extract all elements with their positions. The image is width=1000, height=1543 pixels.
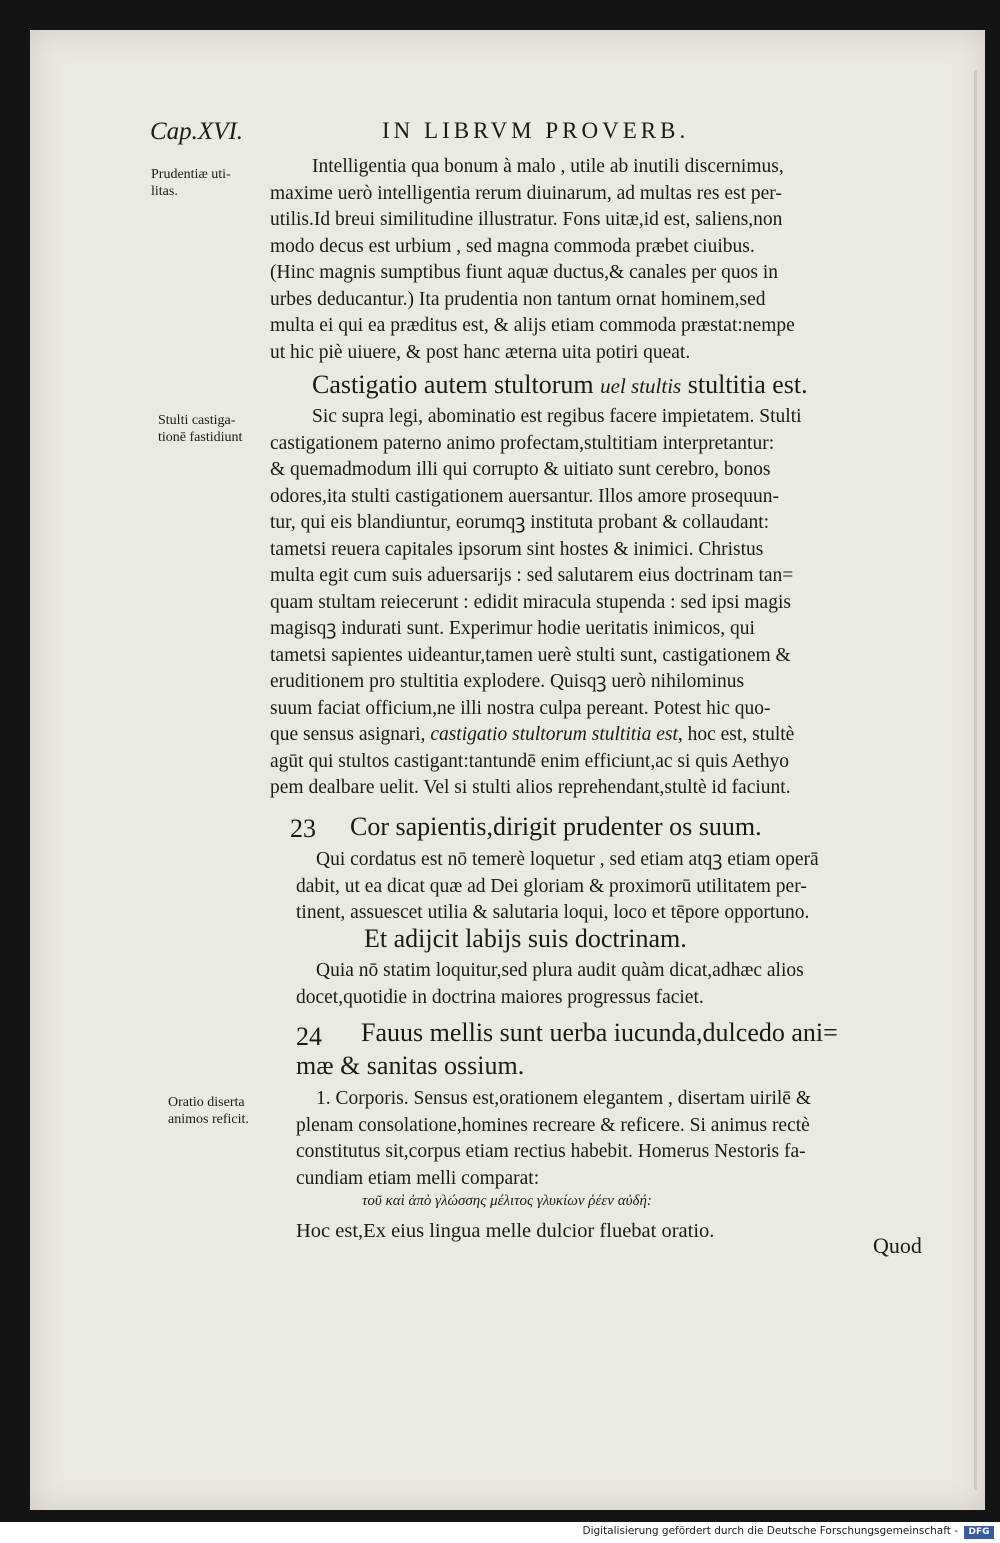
- margin-note-line: Oratio diserta: [168, 1095, 245, 1110]
- text-line: multa egit cum suis aduersarijs : sed salutarem eius doctrinam tan=: [270, 565, 794, 586]
- paragraph-prudentia: [270, 154, 950, 366]
- text-line: tametsi reuera capitales ipsorum sint hostes & inimici. Christus: [270, 538, 764, 560]
- paragraph-corporis: [296, 1086, 976, 1192]
- margin-note-line: tionē fastidiunt: [158, 430, 243, 445]
- italic-quotation: castigatio stultorum stultitia est: [430, 724, 678, 745]
- lemma-castigatio: [312, 370, 808, 400]
- margin-note-line: Prudentiæ uti-: [151, 167, 231, 182]
- lemma-text: Castigatio autem stultorum: [312, 370, 594, 399]
- text-line: tur, qui eis blandiuntur, eorumqꝫ instituta probant & collaudant:: [270, 512, 770, 533]
- text-line: Quia nō statim loquitur,sed plura audit quàm dicat,adhæc alios: [316, 960, 804, 981]
- funding-credit: Digitalisierung gefördert durch die Deutsche Forschungsgemeinschaft -: [582, 1525, 958, 1537]
- margin-note-line: litas.: [151, 184, 178, 199]
- lemma-fauus-line-1: Fauus mellis sunt uerba iucunda,dulcedo ani=: [361, 1018, 838, 1047]
- text-line: odores,ita stulti castigationem auersantur. Illos amore prosequun-: [270, 485, 780, 507]
- lemma-cor-sapientis: Cor sapientis,dirigit prudenter os suum.: [350, 812, 762, 841]
- text-line: plenam consolatione,homines recreare & reficere. Si animus rectè: [296, 1114, 810, 1136]
- margin-note-prudentia: [151, 166, 231, 200]
- paragraph-quia: [296, 958, 976, 1011]
- lemma-adijcit: Et adijcit labijs suis doctrinam.: [364, 924, 687, 953]
- digitization-footer: [0, 1522, 1000, 1543]
- text-line: & quemadmodum illi qui corrupto & uitiato sunt cerebro, bonos: [270, 459, 771, 480]
- text-line: Sic supra legi, abominatio est regibus facere impietatem. Stulti: [312, 406, 802, 427]
- text-line: ut hic piè uiuere, & post hanc æterna uita potiri queat.: [270, 341, 691, 363]
- text-segment: que sensus asignari,: [270, 724, 426, 745]
- text-line: tinent, assuescet utilia & salutaria loqui, loco et tēpore opportuno.: [296, 902, 810, 923]
- text-line: quam stultam reiecerunt : edidit miracula stupenda : sed ipsi magis: [270, 591, 791, 613]
- text-line: 1. Corporis. Sensus est,orationem elegantem , disertam uirilē &: [316, 1088, 811, 1109]
- text-line: Qui cordatus est nō temerè loquetur , sed etiam atqꝫ etiam operā: [316, 849, 819, 870]
- verse-number-23: 23: [290, 814, 316, 843]
- text-segment: , hoc est, stultè: [677, 724, 795, 745]
- text-line: tametsi sapientes uideantur,tamen uerè stulti sunt, castigationem &: [270, 644, 791, 666]
- text-line: agūt qui stultos castigant:tantundē enim efficiunt,ac si quis Aethyo: [270, 750, 790, 772]
- text-line: maxime uerò intelligentia rerum diuinarum, ad multas res est per-: [270, 182, 782, 204]
- text-line: pem dealbare uelit. Vel si stulti alios reprehendant,stultè id faciunt.: [270, 777, 791, 798]
- text-line: (Hinc magnis sumptibus fiunt aquæ ductus,& canales per quos in: [270, 262, 779, 283]
- page-edge: [974, 70, 977, 1490]
- text-line: cundiam etiam melli comparat:: [296, 1167, 540, 1189]
- text-line: dabit, ut ea dicat quæ ad Dei gloriam & proximorū utilitatem per-: [296, 875, 807, 897]
- text-line: utilis.Id breui similitudine illustratur. Fons uitæ,id est, saliens,non: [270, 209, 783, 230]
- text-line: [270, 722, 950, 749]
- greek-quotation: τοῦ καὶ ἀπὸ γλώσσης μέλιτος γλυκίων ῥέεν αὐδή:: [362, 1193, 652, 1209]
- running-head: IN LIBRVM PROVERB.: [382, 118, 690, 143]
- text-line: castigationem paterno animo profectam,stultitiam interpretantur:: [270, 432, 775, 454]
- text-line: constitutus sit,corpus etiam rectius habebit. Homerus Nestoris fa-: [296, 1141, 806, 1162]
- text-line: suum faciat officium,ne illi nostra culpa pereant. Potest hic quo-: [270, 697, 771, 719]
- text-line: Intelligentia qua bonum à malo , utile ab inutili discernimus,: [312, 156, 784, 177]
- text-line: modo decus est urbium , sed magna commoda præbet ciuibus.: [270, 235, 755, 257]
- paragraph-stulti: [270, 404, 950, 802]
- margin-note-oratio: [168, 1094, 249, 1128]
- margin-note-line: animos reficit.: [168, 1112, 249, 1127]
- text-line: magisqꝫ indurati sunt. Experimur hodie ueritatis inimicos, qui: [270, 618, 755, 639]
- text-line: multa ei qui ea præditus est, & alijs etiam commoda præstat:nempe: [270, 315, 795, 336]
- text-line: Hoc est,Ex eius lingua melle dulcior fluebat oratio.: [296, 1220, 715, 1242]
- catchword: Quod: [873, 1233, 922, 1258]
- text-line: urbes deducantur.) Ita prudentia non tantum ornat hominem,sed: [270, 288, 766, 310]
- dfg-logo: DFG: [964, 1526, 994, 1539]
- lemma-variant: uel stultis: [600, 374, 682, 398]
- verse-number-24: 24: [296, 1022, 322, 1051]
- lemma-fauus-line-2: mæ & sanitas ossium.: [296, 1051, 525, 1080]
- chapter-heading: Cap.XVI.: [150, 118, 244, 145]
- paragraph-cordatus: [296, 847, 976, 927]
- margin-note-line: Stulti castiga-: [158, 413, 236, 428]
- text-line: docet,quotidie in doctrina maiores progressus faciet.: [296, 986, 704, 1008]
- text-line: eruditionem pro stultitia explodere. Quisqꝫ uerò nihilominus: [270, 671, 745, 692]
- lemma-text: stultitia est.: [687, 370, 808, 399]
- margin-note-stulti: [158, 412, 242, 446]
